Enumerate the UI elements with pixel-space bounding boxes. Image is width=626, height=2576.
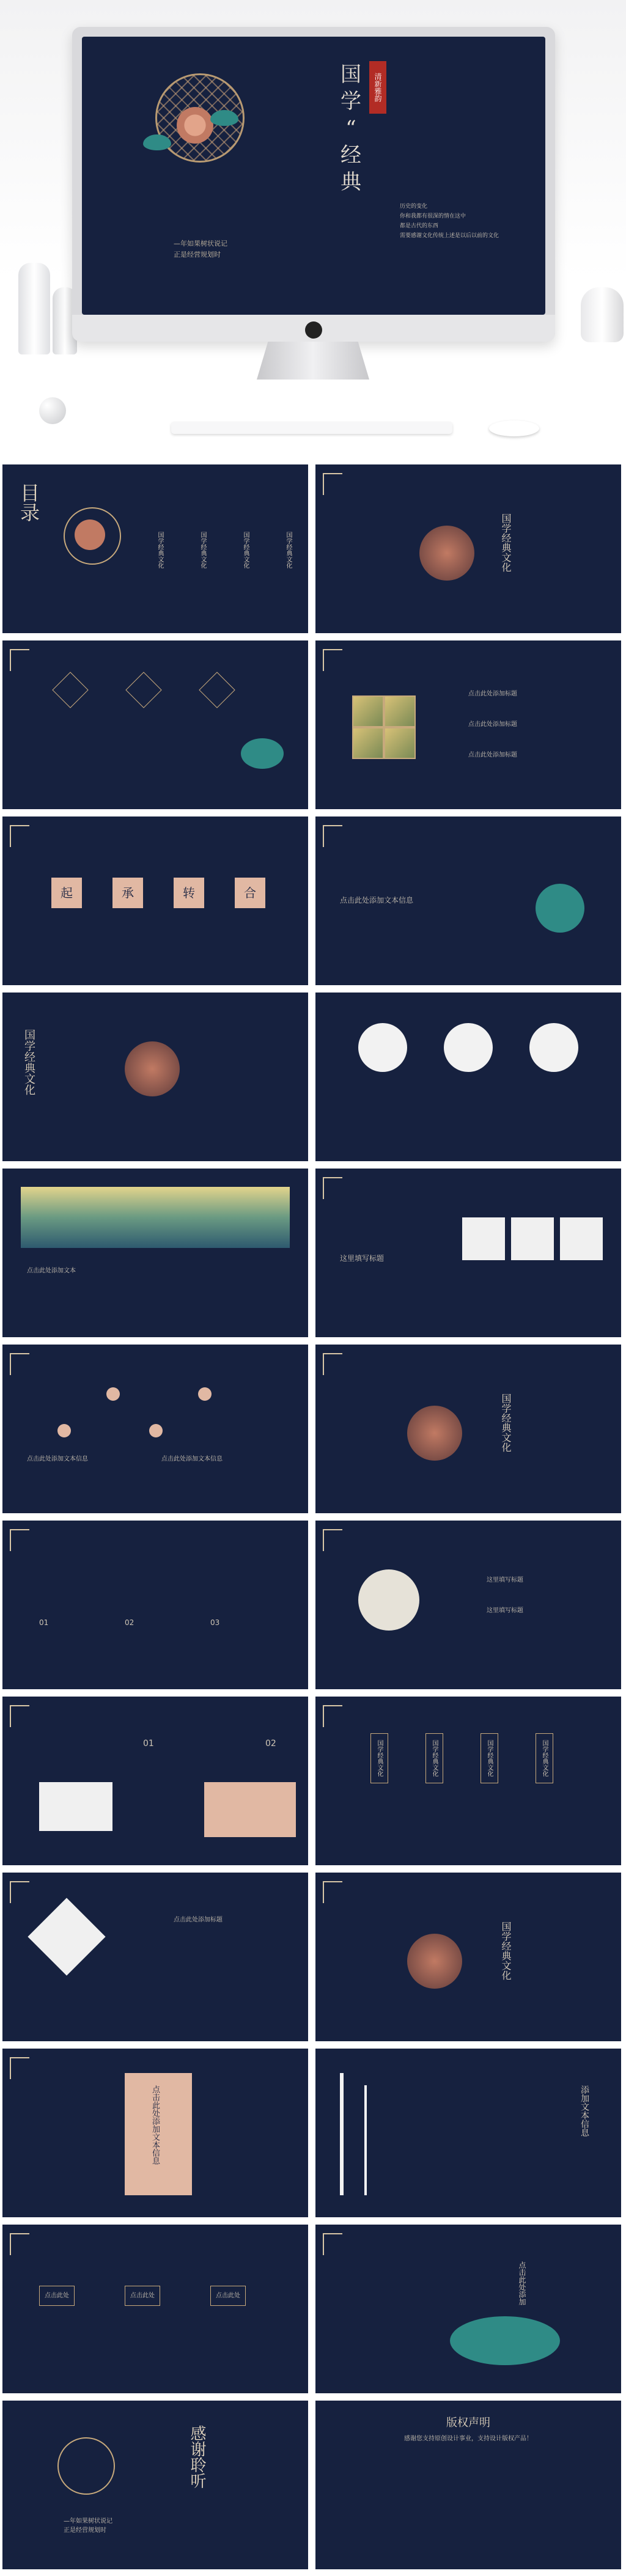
slide-title: 国学经典文化 <box>500 513 512 572</box>
toc-item: 国学经典文化 <box>242 532 249 568</box>
label-box: 转 <box>174 878 204 908</box>
hero-section <box>0 0 626 464</box>
slide-title: 国学经典文化 <box>500 1393 512 1452</box>
cup-decor <box>581 287 624 342</box>
caption: 点击此处添加文本信息 <box>340 896 414 905</box>
tan-box <box>204 1782 296 1837</box>
card-number: 01 <box>39 1618 49 1627</box>
apple-logo-icon <box>305 321 322 339</box>
frame-label: 点击此处 <box>125 2286 160 2306</box>
painting-thumb <box>384 727 416 759</box>
bamboo-stem <box>364 2085 367 2195</box>
ball-decor <box>39 397 66 424</box>
image-circle <box>444 1023 493 1072</box>
corner-mark <box>10 825 29 847</box>
slide-title: 目录 <box>17 483 40 522</box>
frame-label: 点击此处 <box>210 2286 246 2306</box>
lotus-flower-icon <box>174 104 216 147</box>
node-dot <box>106 1387 120 1401</box>
caption: 点击此处添加文本信息 <box>161 1456 223 1462</box>
corner-mark <box>10 649 29 671</box>
slide-section-three <box>315 1345 621 1513</box>
corner-mark <box>10 2057 29 2079</box>
teapot-icon <box>241 738 284 769</box>
corner-mark <box>323 1881 342 1903</box>
corner-mark <box>323 2233 342 2255</box>
lotus-icon <box>407 1934 462 1989</box>
corner-mark <box>10 1705 29 1727</box>
slide-feitian <box>315 816 621 985</box>
column-card: 国学经典文化 <box>481 1733 498 1783</box>
slide-three-frames <box>2 2225 308 2393</box>
label-box: 起 <box>51 878 82 908</box>
lotus-icon <box>407 1406 462 1461</box>
mountain-icon <box>450 2316 560 2365</box>
slide-title: 感谢聆听 <box>188 2425 206 2489</box>
caption: 点击此处添加文本 <box>27 1268 76 1274</box>
hero-subtitle: —年如果树状说记 正是经营规划时 <box>174 240 227 259</box>
landscape-painting <box>21 1187 290 1248</box>
node-dot <box>198 1387 212 1401</box>
slide-title: 国学经典文化 <box>23 1029 35 1095</box>
painting-thumb <box>352 695 384 727</box>
lotus-icon <box>75 519 105 550</box>
copyright-title: 版权声明 <box>446 2416 490 2429</box>
item-title: 点击此处添加标题 <box>468 752 517 758</box>
monitor <box>72 27 555 342</box>
column-card: 国学经典文化 <box>425 1733 443 1783</box>
item-title: 点击此处添加标题 <box>468 691 517 697</box>
painting-thumb <box>352 727 384 759</box>
caption: 点击此处添加标题 <box>174 1917 223 1923</box>
bamboo-stem <box>340 2073 344 2195</box>
label-box: 合 <box>235 878 265 908</box>
slide-toc <box>2 464 308 633</box>
slide-bamboo <box>315 2049 621 2217</box>
diamond-icon <box>52 672 88 708</box>
corner-mark <box>10 2233 29 2255</box>
corner-mark <box>323 1353 342 1375</box>
painting-thumb <box>384 695 416 727</box>
slide-landscape <box>2 1169 308 1337</box>
slide-section-two <box>2 993 308 1161</box>
corner-mark <box>323 649 342 671</box>
lotus-icon <box>419 526 474 581</box>
caption: 这里填写标题 <box>340 1254 385 1263</box>
node-dot <box>57 1424 71 1437</box>
tile-image <box>358 1569 419 1631</box>
image-box <box>511 1217 554 1260</box>
hero-description: 历史的变化 你和我都有很深的情在这中 都是古代的东西 需要感谢文化传统上述是以后以前的文化 <box>400 204 499 239</box>
item-title: 点击此处添加标题 <box>468 721 517 728</box>
panel-title: 点击此处添加文本信息 <box>150 2085 160 2165</box>
slide-scroll-panel <box>2 2049 308 2217</box>
toc-item: 国学经典文化 <box>199 532 206 568</box>
lattice-icon <box>57 2437 115 2495</box>
corner-mark <box>323 473 342 495</box>
corner-mark <box>323 1177 342 1199</box>
corner-mark <box>10 1529 29 1551</box>
copyright-subtitle: 感谢您支持原创设计事业，支持设计版权产品！ <box>404 2435 532 2442</box>
monitor-screen <box>82 37 545 315</box>
image-box <box>560 1217 603 1260</box>
slide-section-four <box>315 1873 621 2041</box>
toc-item: 国学经典文化 <box>156 532 163 568</box>
item-title: 这里填写标题 <box>487 1577 523 1583</box>
slide-cards <box>2 1521 308 1689</box>
keyboard <box>171 422 452 434</box>
leaf-icon <box>210 110 238 126</box>
number-label: 02 <box>265 1739 276 1749</box>
slide-diamond-image <box>2 1873 308 2041</box>
number-label: 01 <box>143 1739 154 1749</box>
image-circle <box>529 1023 578 1072</box>
corner-mark <box>10 1353 29 1375</box>
column-card: 国学经典文化 <box>370 1733 388 1783</box>
flying-figure-icon <box>536 884 584 933</box>
slide-qichengzhuanhe <box>2 816 308 985</box>
hero-title: 国 学 “ 经 典 <box>341 62 361 194</box>
slide-tiles <box>315 1521 621 1689</box>
image-box <box>462 1217 505 1260</box>
slide-architecture <box>2 1697 308 1865</box>
red-seal-tag: 清新雅韵 <box>369 61 386 114</box>
slide-vertical-columns <box>315 1697 621 1865</box>
diamond-icon <box>199 672 235 708</box>
architecture-image <box>39 1782 112 1831</box>
toc-item: 国学经典文化 <box>285 532 292 568</box>
monitor-stand <box>257 342 369 380</box>
card-number: 03 <box>210 1618 220 1627</box>
diamond-image <box>28 1898 105 1975</box>
corner-mark <box>10 1881 29 1903</box>
caption: 点击此处添加 <box>518 2261 526 2305</box>
slide-mountains <box>315 2225 621 2393</box>
item-title: 这里填写标题 <box>487 1607 523 1614</box>
slide-title-three-images <box>315 1169 621 1337</box>
slide-copyright <box>315 2401 621 2569</box>
slide-title: 添加文本信息 <box>580 2085 589 2137</box>
mouse <box>489 420 539 436</box>
slide-three-circles <box>315 993 621 1161</box>
frame-label: 点击此处 <box>39 2286 75 2306</box>
slide-title: 国学经典文化 <box>500 1921 512 1980</box>
column-card: 国学经典文化 <box>536 1733 553 1783</box>
slide-thanks <box>2 2401 308 2569</box>
slide-section <box>315 464 621 633</box>
corner-mark <box>323 1529 342 1551</box>
vase-decor <box>18 263 50 354</box>
corner-mark <box>323 1705 342 1727</box>
lotus-icon <box>125 1041 180 1096</box>
subtitle: —年如果树状说记 <box>64 2518 112 2525</box>
label-box: 承 <box>112 878 143 908</box>
node-dot <box>149 1424 163 1437</box>
slide-zigzag <box>2 1345 308 1513</box>
slide-three-diamond <box>2 640 308 809</box>
subtitle: 正是经营规划时 <box>64 2527 106 2534</box>
diamond-icon <box>125 672 161 708</box>
leaf-icon <box>143 134 171 150</box>
card-number: 02 <box>125 1618 134 1627</box>
image-circle <box>358 1023 407 1072</box>
caption: 点击此处添加文本信息 <box>27 1456 88 1462</box>
slide-paintings <box>315 640 621 809</box>
corner-mark <box>323 825 342 847</box>
